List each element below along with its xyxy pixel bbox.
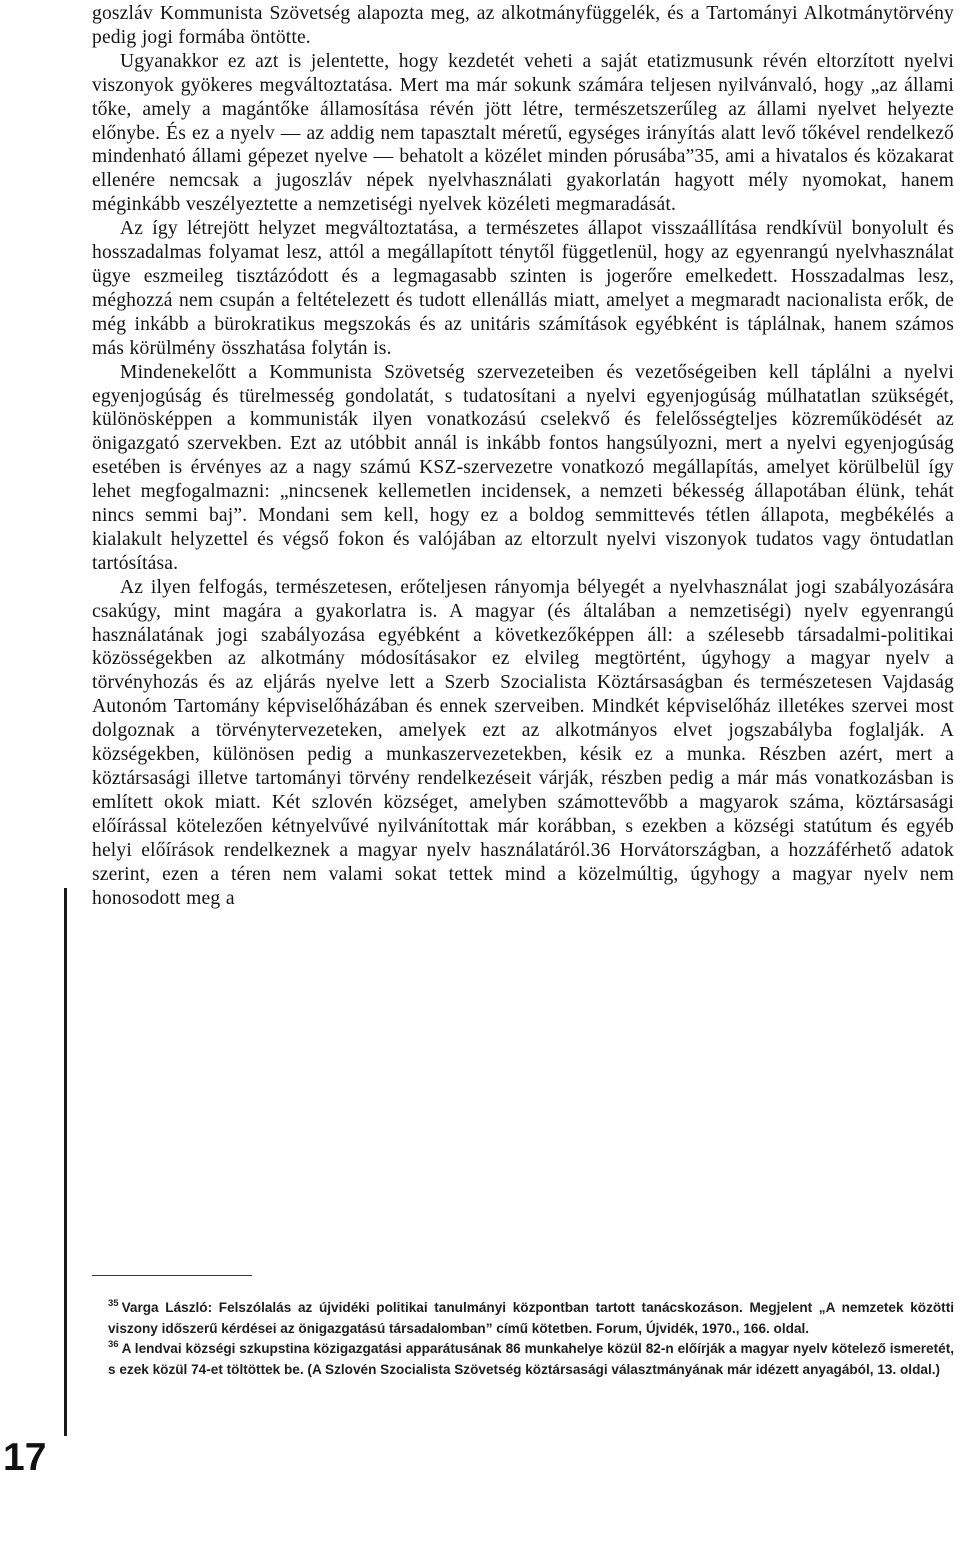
main-text xyxy=(92,2,954,910)
footnote-marker: 35 xyxy=(108,1298,119,1310)
footnote-35 xyxy=(108,1298,954,1339)
footnote-separator xyxy=(92,1275,252,1276)
footnotes xyxy=(108,1298,954,1380)
paragraph-3: Az így létrejött helyzet megváltoztatása, a természetes állapot visszaállítása rendkívül bonyolult és hosszadalmas folyamat lesz, attól a megállapított ténytől függetlenül, hogy az egyenrangú nyelvhasználat ügye eszmeileg tisztázódott és a legmagasabb szinten is jogerőre emelkedett. Hosszadalmas lesz, méghozzá nem csupán a feltételezett és tudott ellenállás miatt, amelyet a megmaradt nacionalista erők, de még inkább a bürokratikus megszokás és az unitáris számítások egyébként is táplálnak, hanem számos más körülmény összhatása folytán is. xyxy=(92,218,954,359)
paragraph-1: goszláv Kommunista Szövetség alapozta meg, az alkotmányfüggelék, és a Tartományi Alkotmánytörvény pedig jogi formába öntötte. xyxy=(92,3,954,48)
footnote-text: A lendvai községi szkupstina közigazgatási apparátusának 86 munkahelye közül 82-n előírják a magyar nyelv kötelező ismeretét, s ezek közül 74-et töltöttek be. (A Szlovén Szocialista Szövetség köztársasági választmányának már idézett anyagából, 13. oldal.) xyxy=(108,1341,954,1377)
footnote-text: Varga László: Felszólalás az újvidéki politikai tanulmányi központban tartott tanácskozáson. Megjelent „A nemzetek közötti viszony időszerű kérdései az önigazgatású társadalomban” című kötetben. Forum, Újvidék, 1970., 166. oldal. xyxy=(108,1300,954,1336)
footnote-marker: 36 xyxy=(108,1339,119,1351)
page-number: 17 xyxy=(3,1436,47,1479)
paragraph-4: Mindenekelőtt a Kommunista Szövetség szervezeteiben és vezetőségeiben kell táplálni a nyelvi egyenjogúság és türelmesség gondolatát, s tudatosítani a nyelvi egyenjogúság múlhatatlan szükségét, különösképpen a kommunisták ilyen vonatkozású cselekvő és felelősségteljes közreműködését az önigazgató szervekben. Ezt az utóbbit annál is inkább fontos hangsúlyozni, mert a nyelvi egyenjogúság esetében is érvényes az a nagy számú KSZ-szervezetre vonatkozó megállapítás, amelyet körülbelül így lehet megfogalmazni: „nincsenek kellemetlen incidensek, a nemzeti békesség állapotában élünk, tehát nincs semmi baj”. Mondani sem kell, hogy ez a boldog semmittevés tétlen állapota, megbékélés a kialakult helyzettel és végső fokon és valójában az eltorzult nyelvi viszonyok tudatos vagy öntudatlan tartósítása. xyxy=(92,361,954,574)
paragraph-5: Az ilyen felfogás, természetesen, erőteljesen rányomja bélyegét a nyelvhasználat jogi szabályozására csakúgy, mint magára a gyakorlatra is. A magyar (és általában a nemzetiségi) nyelv egyenrangú használatának jogi szabályozása egyébként a következőképpen áll: a szélesebb társadalmi-politikai közösségekben az alkotmány módosításakor ez elvileg megtörtént, úgyhogy a magyar nyelv a törvényhozás és az eljárás nyelve lett a Szerb Szocialista Köztársaságban és természetesen Vajdaság Autonóm Tartomány képviselőházában és ennek szerveiben. Mindkét képviselőház illetékes szervei most dolgoznak a törvénytervezeteken, amelyek ezt az alkotmányos elvet jogszabályba foglalják. A községekben, különösen pedig a munkaszervezetekben, késik ez a munka. Részben azért, mert a köztársasági illetve tartományi törvény rendelkezéseit várják, részben pedig a már más vonatkozásban is említett okok miatt. Két szlovén községet, amelyben számottevőbb a magyarok száma, köztársasági előírással kötelezően kétnyelvűvé nyilvánítottak már korábban, s ezekben a községi statútum és egyéb helyi előírások rendelkeznek a magyar nyelv használatáról.36 Horvátországban, a hozzáférhető adatok szerint, ezen a téren nem valami sokat tettek mind a közelmúltig, úgyhogy a magyar nyelv nem honosodott meg a xyxy=(92,576,954,909)
footnote-36 xyxy=(108,1339,954,1380)
margin-vertical-rule xyxy=(64,888,67,1436)
paragraph-2: Ugyanakkor ez azt is jelentette, hogy kezdetét veheti a saját etatizmusunk révén eltorzított nyelvi viszonyok gyökeres megváltoztatása. Mert ma már sokunk számára teljesen nyilvánvaló, hogy „az állami tőke, amely a magántőke államosítása révén jött létre, természetszerűleg az állami nyelvet helyezte előnybe. És ez a nyelv — az addig nem tapasztalt méretű, egységes irányítás alatt levő tőkével rendelkező mindenható állami gépezet nyelve — behatolt a közélet minden pórusába”35, ami a hivatalos és közakarat ellenére nemcsak a jugoszláv népek nyelvhasználati gyakorlatán hagyott mély nyomokat, hanem méginkább veszélyeztette a nemzetiségi nyelvek közéleti megmaradását. xyxy=(92,50,954,216)
